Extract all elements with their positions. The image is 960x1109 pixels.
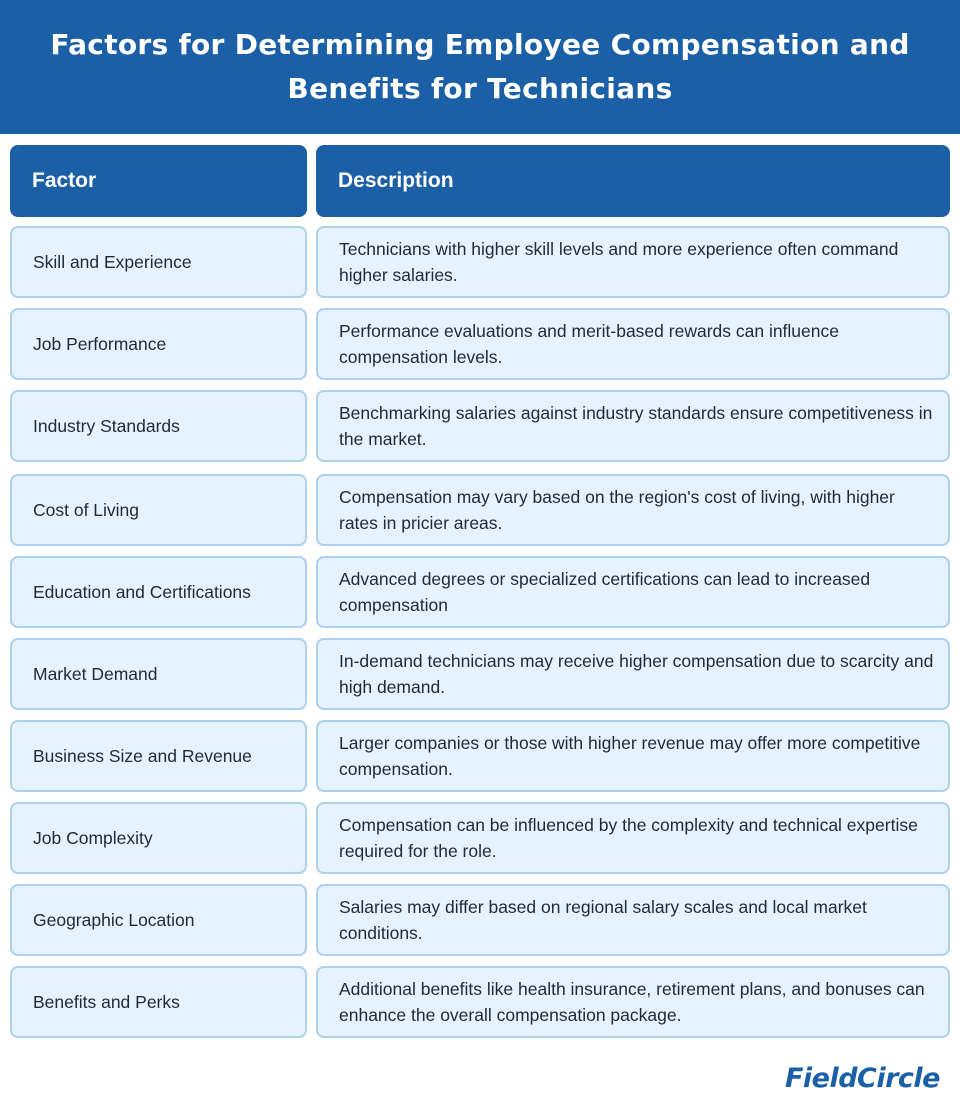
factor-cell: Industry Standards (10, 390, 307, 462)
factor-cell: Job Performance (10, 308, 307, 380)
factor-cell: Benefits and Perks (10, 966, 307, 1038)
description-cell: Compensation may vary based on the region's cost of living, with higher rates in pricier areas. (316, 474, 950, 546)
factor-cell: Job Complexity (10, 802, 307, 874)
description-cell: Benchmarking salaries against industry standards ensure competitiveness in the market. (316, 390, 950, 462)
description-cell: Compensation can be influenced by the complexity and technical expertise required for the role. (316, 802, 950, 874)
description-cell: Additional benefits like health insurance, retirement plans, and bonuses can enhance the overall compensation package. (316, 966, 950, 1038)
column-header-factor: Factor (10, 145, 307, 217)
description-cell: Performance evaluations and merit-based rewards can influence compensation levels. (316, 308, 950, 380)
description-cell: Larger companies or those with higher revenue may offer more competitive compensation. (316, 720, 950, 792)
factor-cell: Education and Certifications (10, 556, 307, 628)
description-cell: Technicians with higher skill levels and more experience often command higher salaries. (316, 226, 950, 298)
factor-cell: Cost of Living (10, 474, 307, 546)
description-cell: Salaries may differ based on regional salary scales and local market conditions. (316, 884, 950, 956)
factor-cell: Geographic Location (10, 884, 307, 956)
factor-cell: Skill and Experience (10, 226, 307, 298)
fieldcircle-logo: FieldCircle (784, 1062, 940, 1094)
column-header-description: Description (316, 145, 950, 217)
page-title: Factors for Determining Employee Compensation and Benefits for Technicians (50, 28, 910, 105)
title-banner (0, 0, 960, 134)
factor-cell: Business Size and Revenue (10, 720, 307, 792)
description-cell: In-demand technicians may receive higher compensation due to scarcity and high demand. (316, 638, 950, 710)
factor-cell: Market Demand (10, 638, 307, 710)
description-cell: Advanced degrees or specialized certifications can lead to increased compensation (316, 556, 950, 628)
